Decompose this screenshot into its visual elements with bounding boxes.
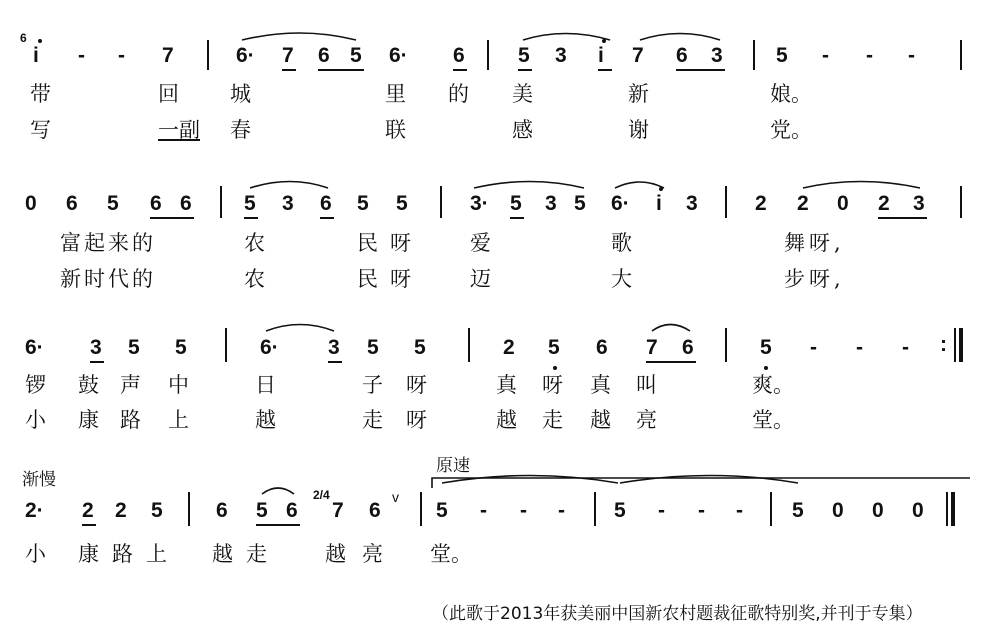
lyric: 回 [158,82,179,106]
lyric: 越 [325,542,346,566]
note: 5 [436,499,448,522]
lyric: 越 [212,542,233,566]
lyric: 谢 [628,118,649,142]
lyric: 亮 [362,542,383,566]
lyric: 呀 [542,373,563,397]
slur [652,325,690,332]
lyric: 堂。 [752,408,794,432]
lyric: 春 [230,118,251,142]
note: 7 [282,44,294,67]
note: 0 [872,499,884,522]
lyric: 党。 [770,118,812,142]
note: 6· [236,44,255,67]
note: 6 [596,336,608,359]
note: 5 [367,336,379,359]
lyric: 越 [496,408,517,432]
lyric: 堂。 [430,542,472,566]
note: 6· [611,192,630,215]
lyric: 的 [448,82,469,106]
note: 5 [518,44,530,67]
dash: - [908,44,915,67]
note: 3 [282,192,294,215]
lyric: 路 [120,408,141,432]
lyric: 娘。 [770,82,812,106]
note: 5 [175,336,187,359]
lyric: 中 [168,373,189,397]
note: 5 [350,44,362,67]
slur [474,182,584,189]
note: 5 [128,336,140,359]
tie [442,476,618,484]
lyric: 康 [78,542,99,566]
tempo-bracket [432,478,970,488]
lyric: 农 [244,267,265,291]
lyric: 步呀, [784,267,845,291]
note: 5 [256,499,268,522]
dash: - [558,499,565,522]
dash: - [856,336,863,359]
lyric: 亮 [636,408,657,432]
note: 3 [90,336,102,359]
dash: - [480,499,487,522]
note: 5 [396,192,408,215]
lyric: 新时代的 [60,267,156,291]
lyric: 农 [244,231,265,255]
note: 3 [711,44,723,67]
note: 3· [470,192,489,215]
lyric: 里 [385,82,406,106]
lyric: 爽。 [752,373,794,397]
dash: - [866,44,873,67]
note: i [33,44,39,67]
lyric: 真 [496,373,517,397]
slur [523,34,610,41]
note: 2 [797,192,809,215]
note: 5 [776,44,788,67]
slur [640,34,720,41]
slur [266,325,334,332]
lyric: 小 [25,408,46,432]
low-octave-dot [553,366,557,370]
slur [262,488,294,494]
note: 6 [216,499,228,522]
tempo-mark-ritardando: 渐慢 [22,470,56,490]
lyric: 叫 [636,373,657,397]
note: 5 [107,192,119,215]
repeat-sign: : [940,333,947,356]
slur [250,182,328,189]
note: 2 [878,192,890,215]
note: 6 [369,499,381,522]
lyric: 越 [255,408,276,432]
note: 6 [66,192,78,215]
note: 2 [503,336,515,359]
note: 0 [832,499,844,522]
note: 2 [115,499,127,522]
note: 5 [792,499,804,522]
note: i [598,44,604,67]
note: 5 [151,499,163,522]
note: 5 [357,192,369,215]
note: 6· [389,44,408,67]
note: 6· [25,336,44,359]
dash: - [822,44,829,67]
lyric: 新 [628,82,649,106]
dash: - [658,499,665,522]
note: 6 [676,44,688,67]
lyric: 路 [112,542,133,566]
low-octave-dot [764,366,768,370]
note: 0 [25,192,37,215]
lyric: 声 [120,373,141,397]
note: 6 [318,44,330,67]
note: 5 [414,336,426,359]
lyric: 锣 [25,373,46,397]
note: 6· [260,336,279,359]
lyric: 歌 [611,231,632,255]
lyric: 迈 [470,267,491,291]
breath-mark: v [392,489,399,505]
note: 5 [760,336,772,359]
note: 0 [837,192,849,215]
note: 2 [755,192,767,215]
lyric: 呀 [406,373,427,397]
lyric: 城 [230,82,251,106]
lyric: 上 [146,542,167,566]
dash: - [118,44,125,67]
lyric: 上 [168,408,189,432]
note: 3 [913,192,925,215]
note: 6 [150,192,162,215]
note: 7 [632,44,644,67]
dash: - [902,336,909,359]
note: 6 [320,192,332,215]
note: 5 [614,499,626,522]
note: 3 [686,192,698,215]
lyric: 民呀 [357,231,423,255]
lyric: 走 [246,542,267,566]
time-signature: 2/4 [313,488,330,502]
lyric: 子 [362,373,383,397]
high-octave-dot [602,39,606,43]
note: 5 [510,192,522,215]
lyric: 一副 [158,118,200,142]
slur [803,182,920,189]
note: 6 [286,499,298,522]
slur [615,182,664,188]
dash: - [736,499,743,522]
lyric: 走 [362,408,383,432]
lyric: 日 [255,373,276,397]
dash: - [78,44,85,67]
note: 2 [82,499,94,522]
slur [242,33,356,40]
lyric: 小 [25,542,46,566]
lyric: 走 [542,408,563,432]
note: 3 [328,336,340,359]
lyric: 大 [611,267,632,291]
dash: - [698,499,705,522]
lyric: 越 [590,408,611,432]
note: 6 [453,44,465,67]
lyric: 美 [512,82,533,106]
note: i [656,192,662,215]
lyric: 呀 [406,408,427,432]
lyric: 联 [385,118,406,142]
note: 5 [244,192,256,215]
lyric: 康 [78,408,99,432]
note: 6 [180,192,192,215]
high-octave-dot [38,39,42,43]
tie [620,476,798,484]
note: 0 [912,499,924,522]
note: 2· [25,499,44,522]
lyric: 感 [512,118,533,142]
lyric: 民呀 [357,267,423,291]
dash: - [810,336,817,359]
note: 7 [162,44,174,67]
note: 7 [332,499,344,522]
note: 7 [646,336,658,359]
lyric: 鼓 [78,373,99,397]
note: 3 [545,192,557,215]
note: 6 [682,336,694,359]
lyric: 富起来的 [60,231,156,255]
lyric: 舞呀, [784,231,845,255]
lyric: 写 [30,118,51,142]
lyric: 带 [30,82,51,106]
lyric: 爱 [470,231,491,255]
note: 5 [574,192,586,215]
grace-note: 6 [20,31,27,45]
note: 5 [548,336,560,359]
note: 3 [555,44,567,67]
lyric: 真 [590,373,611,397]
dash: - [520,499,527,522]
tempo-mark-a-tempo: 原速 [436,456,470,476]
footnote: （此歌于2013年获美丽中国新农村题裁征歌特别奖,并刊于专集） [432,604,923,624]
